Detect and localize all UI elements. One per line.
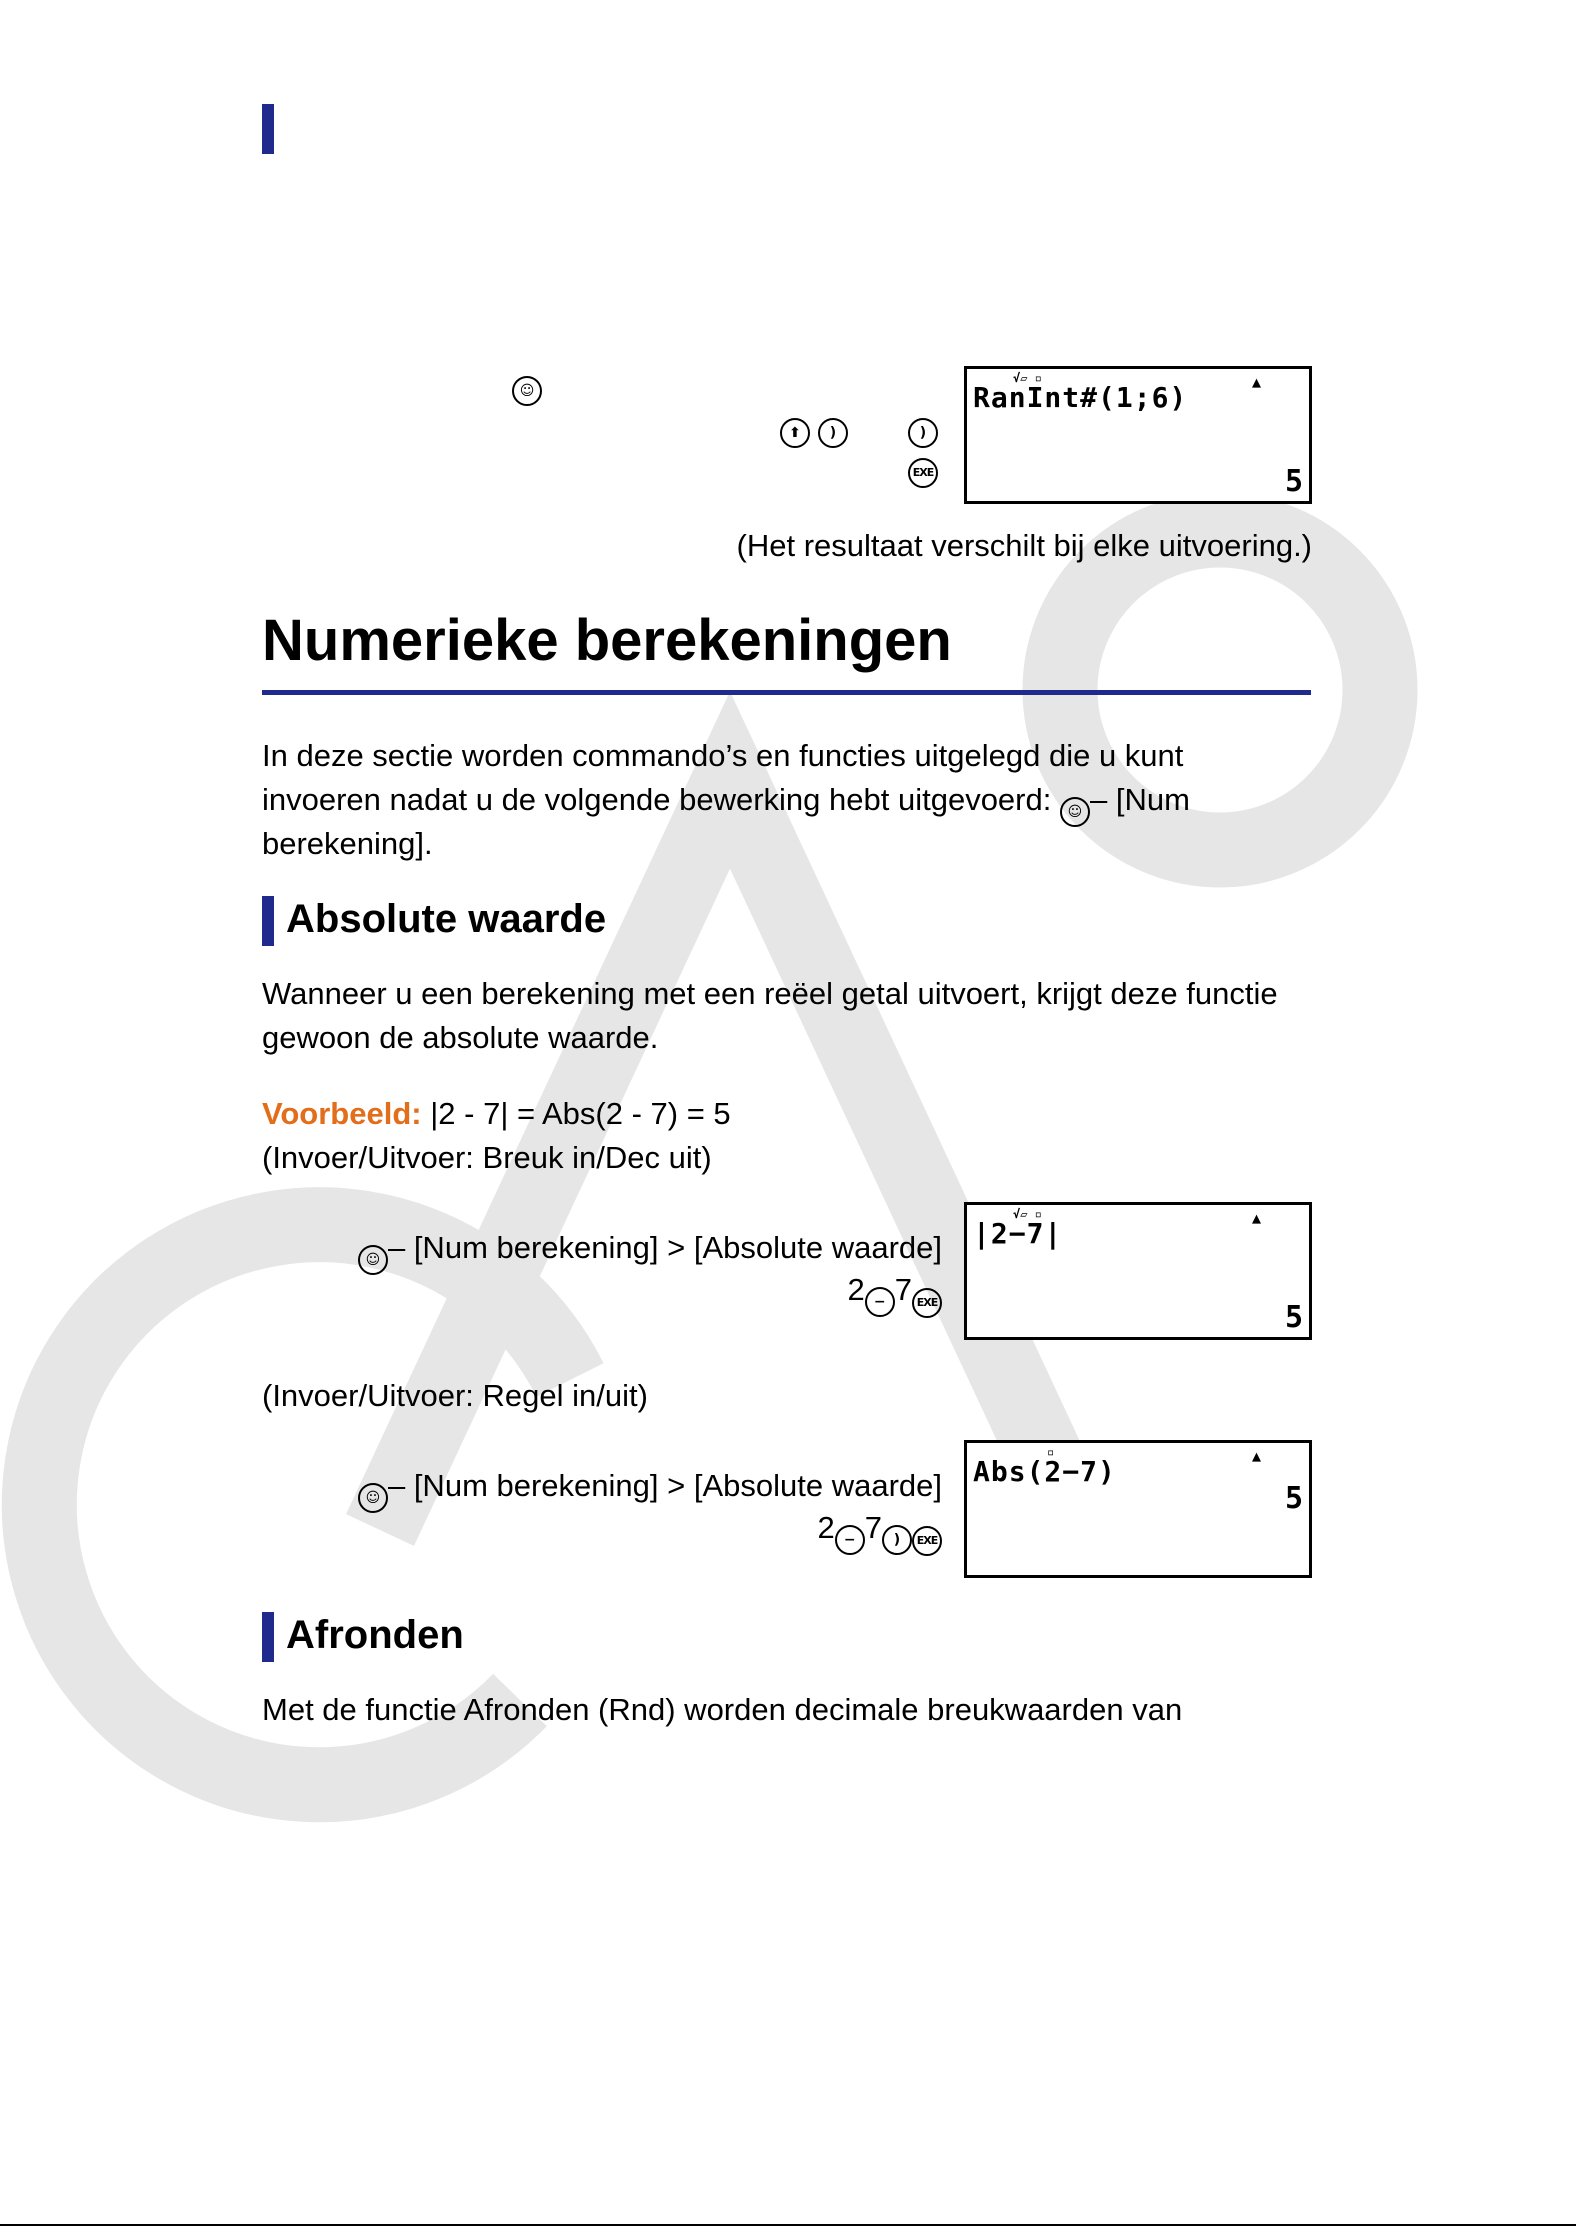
- catalog-key-icon: ☺: [358, 1245, 388, 1275]
- section-bar: [262, 1612, 274, 1662]
- menu-path-text: – [Num berekening] > [Absolute waarde]: [387, 1230, 942, 1265]
- example-line: [262, 1092, 731, 1136]
- section-bar: [262, 104, 274, 154]
- catalog-key-icon: ☺: [358, 1483, 388, 1513]
- intro-line-2-suffix: – [Num: [1089, 782, 1190, 817]
- title-underline: [262, 690, 1311, 695]
- mode-line-2: (Invoer/Uitvoer: Regel in/uit): [262, 1378, 648, 1413]
- key-digit: 2: [847, 1272, 865, 1307]
- example-label: Voorbeeld:: [262, 1096, 422, 1131]
- negative-key-icon: −: [865, 1287, 895, 1317]
- status-indicators: ▫: [1047, 1445, 1055, 1459]
- calculator-screen-absolute-2: [964, 1440, 1312, 1578]
- rounding-desc: Met de functie Afronden (Rnd) worden decimale breukwaarden van: [262, 1692, 1183, 1727]
- scroll-up-indicator: ▲: [1251, 1447, 1261, 1465]
- section-heading-rounding: Afronden: [286, 1613, 464, 1657]
- section-heading-absolute: Absolute waarde: [286, 897, 607, 941]
- key-sequence-1: [848, 1268, 943, 1318]
- screen-result: 5: [1284, 464, 1303, 499]
- absolute-desc-line-1: Wanneer u een berekening met een reëel getal uitvoert, krijgt deze functie: [262, 976, 1278, 1011]
- screen-input: Abs(2−7): [973, 1455, 1116, 1488]
- result-note: (Het resultaat verschilt bij elke uitvoering.): [736, 528, 1312, 563]
- calculator-screen-absolute-1: [964, 1202, 1312, 1340]
- key-digit: 7: [894, 1272, 912, 1307]
- catalog-key-icon: ☺: [1060, 797, 1090, 827]
- calculator-screen-ranint: [964, 366, 1312, 504]
- intro-line-2-prefix: invoeren nadat u de volgende bewerking hebt uitgevoerd:: [262, 782, 1052, 817]
- right-paren-key-icon: ): [908, 418, 938, 448]
- catalog-key-icon: ☺: [512, 376, 542, 406]
- negative-key-icon: −: [835, 1525, 865, 1555]
- exe-key-icon: EXE: [912, 1526, 942, 1556]
- screen-result: 5: [1284, 1300, 1303, 1335]
- status-indicators: √▱ ▫: [1013, 371, 1042, 385]
- exe-key-icon: EXE: [908, 458, 938, 488]
- menu-path-text: – [Num berekening] > [Absolute waarde]: [387, 1468, 942, 1503]
- right-paren-key-icon: ): [818, 418, 848, 448]
- status-indicators: √▱ ▫: [1013, 1207, 1042, 1221]
- page-bottom-rule: [0, 2224, 1576, 2226]
- scroll-up-indicator: ▲: [1251, 1209, 1261, 1227]
- scroll-up-indicator: ▲: [1251, 373, 1261, 391]
- section-bar: [262, 896, 274, 946]
- shift-key-icon: ⬆: [780, 418, 810, 448]
- example-text: |2 - 7| = Abs(2 - 7) = 5: [430, 1096, 731, 1131]
- screen-input: RanInt#(1;6): [973, 381, 1188, 414]
- intro-line-2: [262, 778, 1190, 827]
- intro-line-1: In deze sectie worden commando’s en functies uitgelegd die u kunt: [262, 738, 1184, 773]
- intro-line-3: berekening].: [262, 826, 433, 861]
- screen-input: |2−7|: [973, 1217, 1063, 1250]
- absolute-desc-line-2: gewoon de absolute waarde.: [262, 1020, 659, 1055]
- key-sequence-2: [818, 1506, 943, 1556]
- mode-line-1: (Invoer/Uitvoer: Breuk in/Dec uit): [262, 1140, 712, 1175]
- key-digit: 7: [864, 1510, 882, 1545]
- exe-key-icon: EXE: [912, 1288, 942, 1318]
- right-paren-key-icon: ): [882, 1525, 912, 1555]
- key-digit: 2: [817, 1510, 835, 1545]
- page-title: Numerieke berekeningen: [262, 608, 952, 673]
- screen-result: 5: [1284, 1481, 1303, 1516]
